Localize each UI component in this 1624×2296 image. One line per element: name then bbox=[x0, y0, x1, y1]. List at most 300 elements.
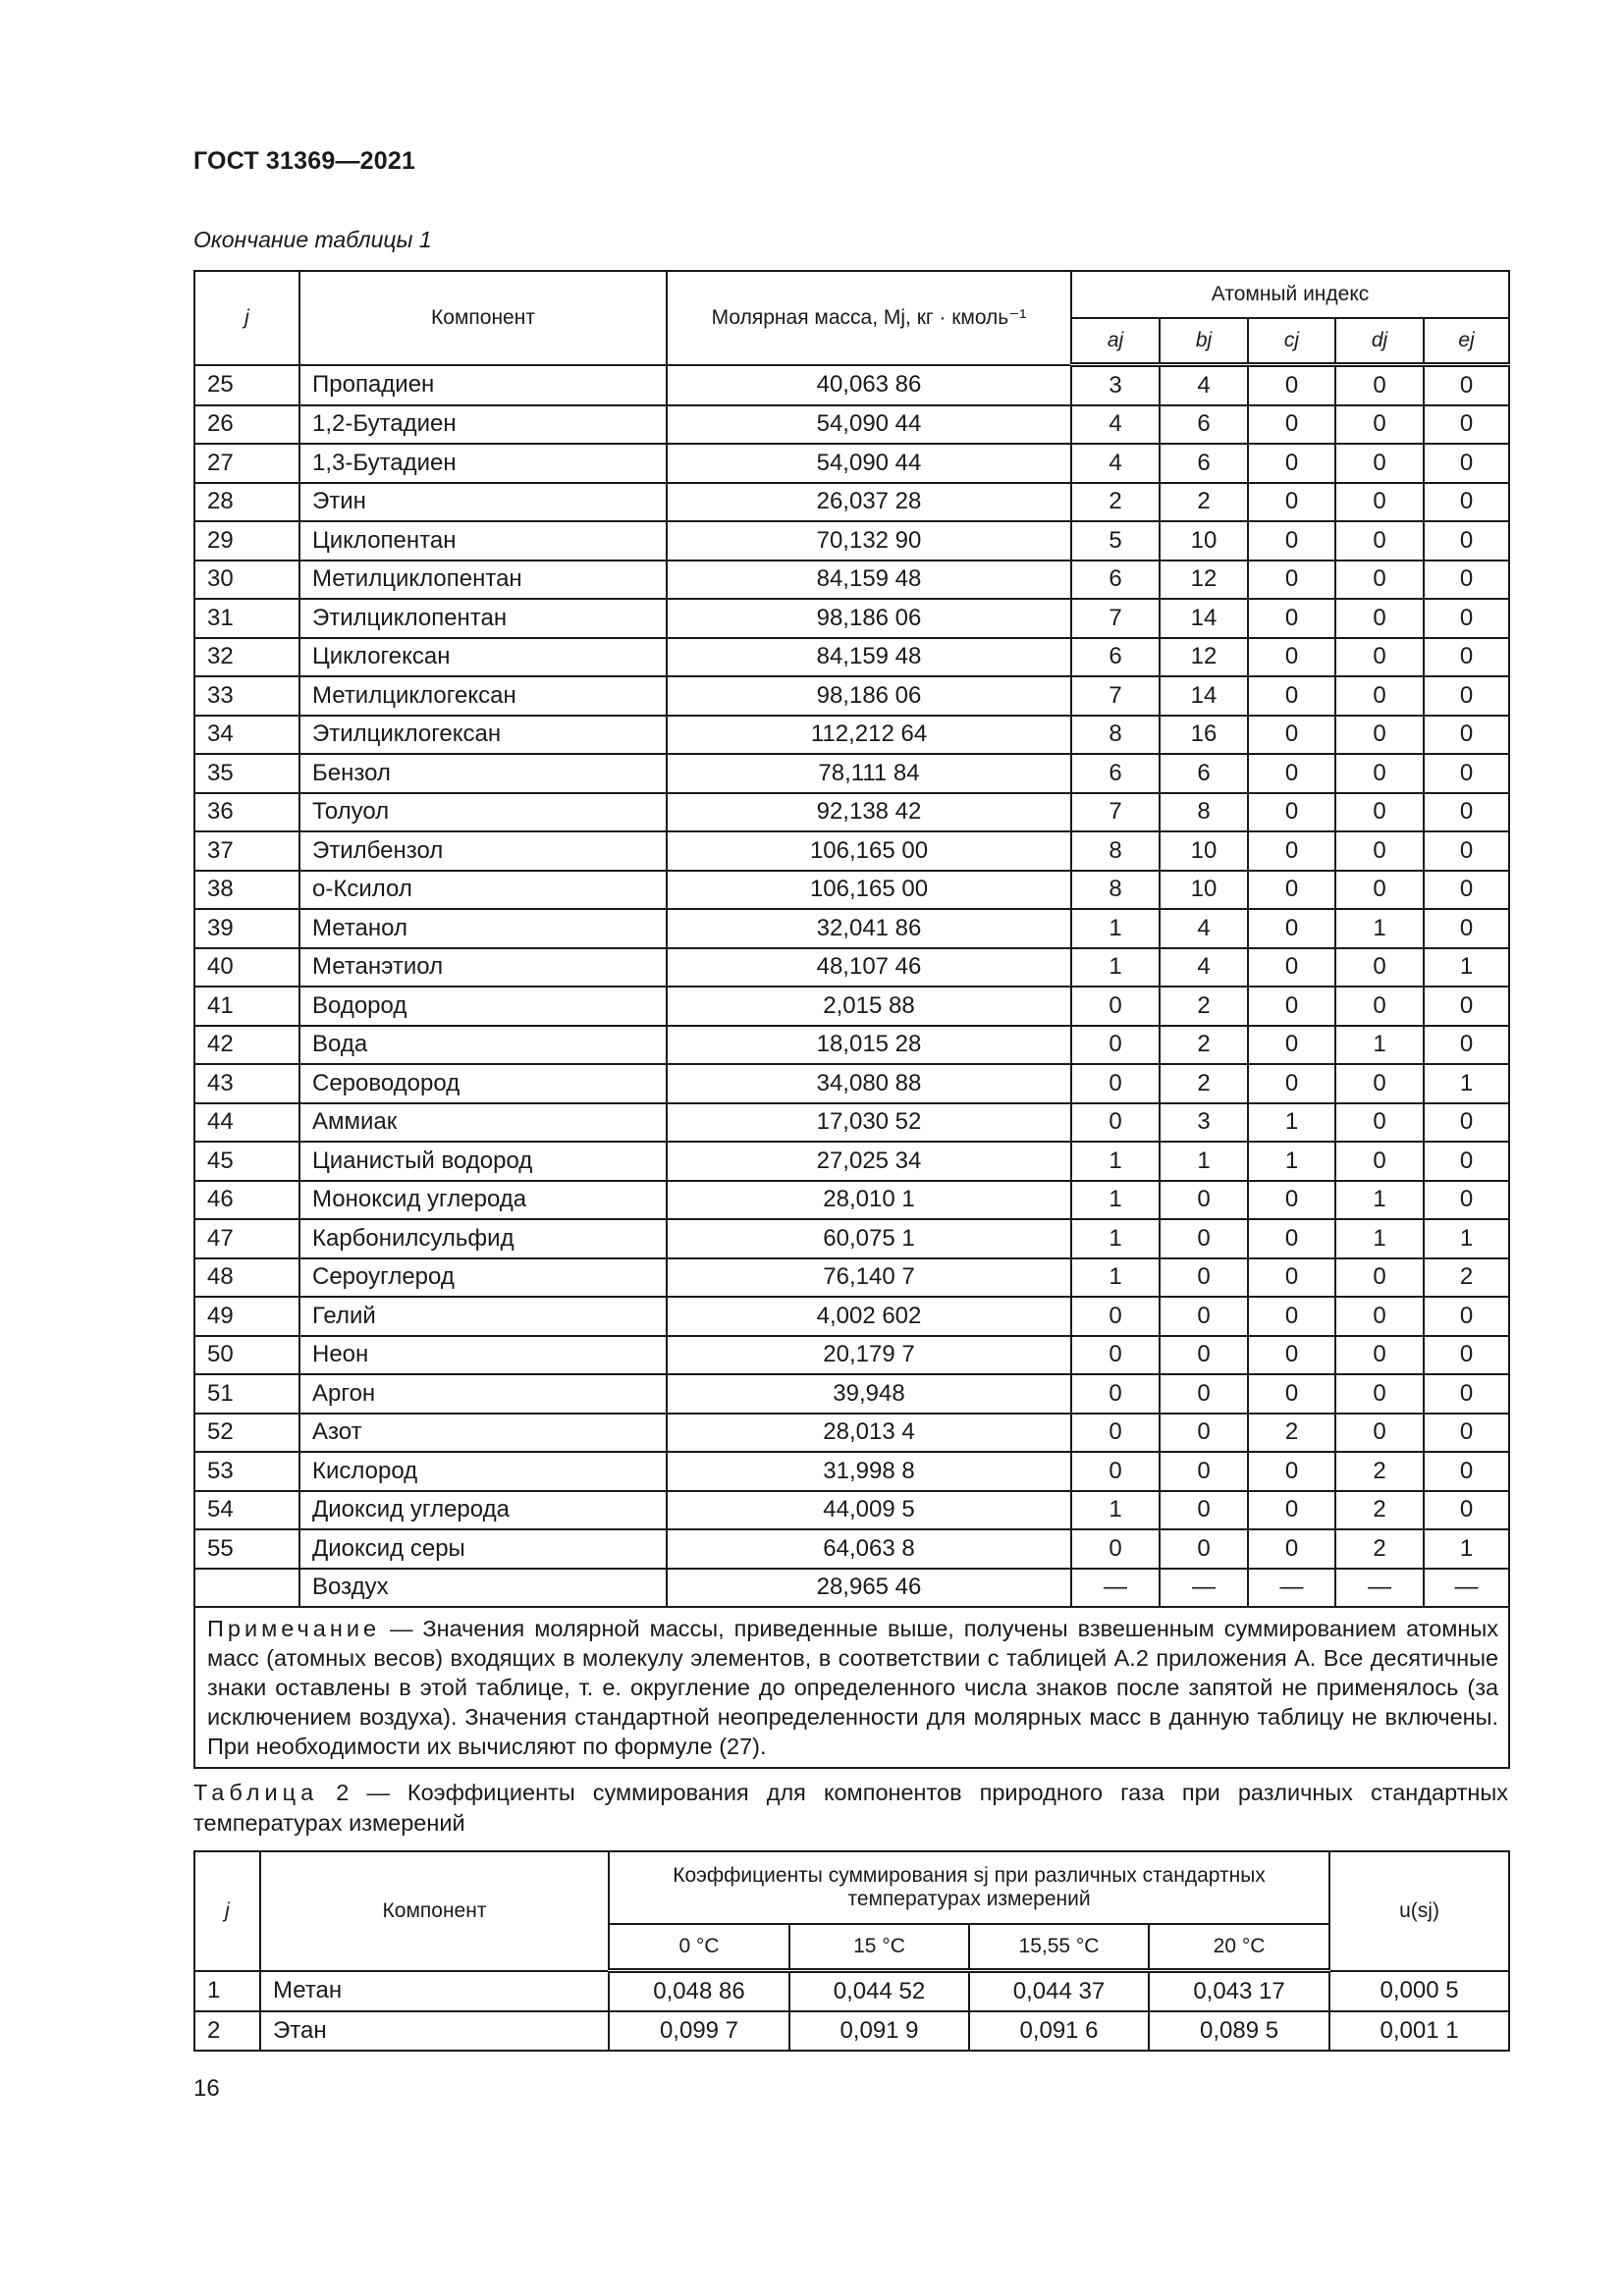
t1-cell: 40,063 86 bbox=[667, 365, 1071, 405]
t2-header-uncertainty: u(sj) bbox=[1329, 1851, 1509, 1971]
t2-cell: Этан bbox=[260, 2011, 609, 2051]
t1-cell: 0 bbox=[1335, 871, 1424, 910]
t1-cell: 1,3-Бутадиен bbox=[299, 444, 667, 483]
t1-cell: 0 bbox=[1160, 1181, 1248, 1220]
t1-cell: 44 bbox=[194, 1103, 299, 1143]
t1-row bbox=[194, 754, 1509, 793]
t1-cell: 40 bbox=[194, 948, 299, 988]
t1-cell: 112,212 64 bbox=[667, 716, 1071, 755]
t1-cell: 7 bbox=[1071, 793, 1160, 832]
t1-cell: 43 bbox=[194, 1064, 299, 1103]
table1 bbox=[193, 270, 1510, 1769]
t1-cell: 0 bbox=[1071, 1064, 1160, 1103]
t1-cell: 50 bbox=[194, 1336, 299, 1375]
t1-row bbox=[194, 1452, 1509, 1491]
t1-cell: 2 bbox=[1160, 1064, 1248, 1103]
t1-cell: 0 bbox=[1424, 1374, 1509, 1414]
t2-header-t1555: 15,55 °C bbox=[969, 1924, 1149, 1971]
t1-row bbox=[194, 871, 1509, 910]
t1-cell: 1 bbox=[1335, 1181, 1424, 1220]
t1-row bbox=[194, 716, 1509, 755]
t2-cell: 0,001 1 bbox=[1329, 2011, 1509, 2051]
t1-cell: 64,063 8 bbox=[667, 1529, 1071, 1569]
t1-cell: 33 bbox=[194, 676, 299, 716]
t1-row bbox=[194, 1103, 1509, 1143]
t1-cell: 2,015 88 bbox=[667, 987, 1071, 1026]
t1-cell: 0 bbox=[1248, 638, 1335, 677]
t1-row bbox=[194, 1336, 1509, 1375]
t1-cell: Цианистый водород bbox=[299, 1142, 667, 1181]
document-code: ГОСТ 31369—2021 bbox=[193, 147, 416, 175]
t1-cell: 0 bbox=[1248, 987, 1335, 1026]
t1-cell: 27,025 34 bbox=[667, 1142, 1071, 1181]
t1-cell: 55 bbox=[194, 1529, 299, 1569]
t1-cell: 0 bbox=[1248, 1452, 1335, 1491]
t1-header-c: cj bbox=[1248, 318, 1335, 365]
t1-cell: Этилциклогексан bbox=[299, 716, 667, 755]
t1-row bbox=[194, 1414, 1509, 1453]
t1-cell: Циклопентан bbox=[299, 521, 667, 561]
t1-cell: 12 bbox=[1160, 561, 1248, 600]
t1-cell: 0 bbox=[1424, 909, 1509, 948]
t2-cell: Метан bbox=[260, 1971, 609, 2012]
t1-row bbox=[194, 909, 1509, 948]
t1-cell: 98,186 06 bbox=[667, 676, 1071, 716]
t1-cell: 0 bbox=[1424, 483, 1509, 522]
t1-cell: 4,002 602 bbox=[667, 1297, 1071, 1336]
t1-cell: 6 bbox=[1071, 561, 1160, 600]
t1-cell: 1 bbox=[1335, 1026, 1424, 1065]
t1-cell: 10 bbox=[1160, 831, 1248, 871]
t1-cell: 1 bbox=[1248, 1103, 1335, 1143]
t1-cell: 1 bbox=[1071, 1491, 1160, 1530]
t1-cell: 29 bbox=[194, 521, 299, 561]
t1-cell: 1 bbox=[1424, 1219, 1509, 1258]
t1-cell: 84,159 48 bbox=[667, 561, 1071, 600]
t2-header-t15: 15 °C bbox=[789, 1924, 969, 1971]
t1-cell: 0 bbox=[1424, 1414, 1509, 1453]
t1-cell: 5 bbox=[1071, 521, 1160, 561]
t1-header-a: aj bbox=[1071, 318, 1160, 365]
t1-header-d: dj bbox=[1335, 318, 1424, 365]
t1-cell: 0 bbox=[1160, 1491, 1248, 1530]
t1-cell: 7 bbox=[1071, 676, 1160, 716]
t1-cell: 54,090 44 bbox=[667, 405, 1071, 445]
t1-cell: 12 bbox=[1160, 638, 1248, 677]
t2-header-j: j bbox=[194, 1851, 260, 1971]
t1-cell: 1,2-Бутадиен bbox=[299, 405, 667, 445]
t1-cell: Этилциклопентан bbox=[299, 599, 667, 638]
t1-cell: Бензол bbox=[299, 754, 667, 793]
t2-body bbox=[194, 1971, 1509, 2052]
t1-cell: 0 bbox=[1248, 365, 1335, 405]
t1-cell: 6 bbox=[1071, 638, 1160, 677]
t1-cell: 32 bbox=[194, 638, 299, 677]
t1-cell: 52 bbox=[194, 1414, 299, 1453]
t1-cell: 44,009 5 bbox=[667, 1491, 1071, 1530]
t1-cell: 39 bbox=[194, 909, 299, 948]
t1-row bbox=[194, 831, 1509, 871]
t1-cell: 0 bbox=[1160, 1452, 1248, 1491]
t1-cell: 20,179 7 bbox=[667, 1336, 1071, 1375]
t1-cell: 0 bbox=[1424, 1336, 1509, 1375]
t1-cell: 8 bbox=[1071, 716, 1160, 755]
t1-cell: 0 bbox=[1424, 1103, 1509, 1143]
t1-cell: о-Ксилол bbox=[299, 871, 667, 910]
t1-cell: 0 bbox=[1160, 1374, 1248, 1414]
t1-cell: Циклогексан bbox=[299, 638, 667, 677]
t1-cell: 37 bbox=[194, 831, 299, 871]
t1-cell: 0 bbox=[1424, 831, 1509, 871]
t1-cell: 84,159 48 bbox=[667, 638, 1071, 677]
t1-cell: 8 bbox=[1071, 831, 1160, 871]
t1-cell: Пропадиен bbox=[299, 365, 667, 405]
t1-cell: Водород bbox=[299, 987, 667, 1026]
t1-row bbox=[194, 638, 1509, 677]
t1-cell: Воздух bbox=[299, 1569, 667, 1608]
t1-cell: 4 bbox=[1160, 948, 1248, 988]
t1-cell: 0 bbox=[1335, 987, 1424, 1026]
t1-cell: 98,186 06 bbox=[667, 599, 1071, 638]
t1-cell: 0 bbox=[1248, 561, 1335, 600]
t1-row bbox=[194, 676, 1509, 716]
t1-cell: 28,013 4 bbox=[667, 1414, 1071, 1453]
t1-cell: Этилбензол bbox=[299, 831, 667, 871]
t1-cell: 0 bbox=[1248, 1336, 1335, 1375]
t1-row bbox=[194, 1374, 1509, 1414]
t1-cell: 0 bbox=[1248, 521, 1335, 561]
t1-row bbox=[194, 1491, 1509, 1530]
t1-cell: 0 bbox=[1424, 1026, 1509, 1065]
t1-cell: 3 bbox=[1071, 365, 1160, 405]
table2-caption-label: Таблица bbox=[193, 1780, 319, 1805]
t1-cell: 2 bbox=[1160, 987, 1248, 1026]
t1-cell: 0 bbox=[1248, 1491, 1335, 1530]
t1-cell: 0 bbox=[1160, 1258, 1248, 1298]
t1-cell: 0 bbox=[1160, 1414, 1248, 1453]
t1-cell: Диоксид углерода bbox=[299, 1491, 667, 1530]
t1-cell: 0 bbox=[1248, 405, 1335, 445]
t1-cell: 0 bbox=[1335, 1258, 1424, 1298]
t1-cell: 0 bbox=[1335, 831, 1424, 871]
t1-row bbox=[194, 1142, 1509, 1181]
t1-cell: Сероводород bbox=[299, 1064, 667, 1103]
t1-cell: 1 bbox=[1071, 1181, 1160, 1220]
t2-header-t20: 20 °C bbox=[1149, 1924, 1329, 1971]
t1-cell: 16 bbox=[1160, 716, 1248, 755]
t1-cell: 2 bbox=[1071, 483, 1160, 522]
t1-cell: 0 bbox=[1248, 1297, 1335, 1336]
t1-cell: 10 bbox=[1160, 871, 1248, 910]
t1-row bbox=[194, 444, 1509, 483]
t1-cell: 30 bbox=[194, 561, 299, 600]
t1-cell: 1 bbox=[1160, 1142, 1248, 1181]
t1-note-label: Примечание bbox=[207, 1616, 381, 1641]
t1-cell: 0 bbox=[1335, 1374, 1424, 1414]
t1-header-e: ej bbox=[1424, 318, 1509, 365]
t1-row bbox=[194, 599, 1509, 638]
t1-row bbox=[194, 987, 1509, 1026]
t1-cell: 0 bbox=[1071, 1529, 1160, 1569]
t1-cell: 41 bbox=[194, 987, 299, 1026]
t1-row bbox=[194, 1064, 1509, 1103]
t1-cell: 2 bbox=[1335, 1491, 1424, 1530]
t1-cell: 32,041 86 bbox=[667, 909, 1071, 948]
t1-cell: 0 bbox=[1248, 444, 1335, 483]
t1-cell: 92,138 42 bbox=[667, 793, 1071, 832]
t2-cell: 0,091 9 bbox=[789, 2011, 969, 2051]
t1-cell: 0 bbox=[1335, 793, 1424, 832]
t1-cell: 1 bbox=[1071, 909, 1160, 948]
t1-cell: Моноксид углерода bbox=[299, 1181, 667, 1220]
t1-cell: 51 bbox=[194, 1374, 299, 1414]
t1-cell: 14 bbox=[1160, 676, 1248, 716]
t1-cell: 0 bbox=[1424, 561, 1509, 600]
t2-header-t0: 0 °C bbox=[609, 1924, 789, 1971]
t1-cell: Вода bbox=[299, 1026, 667, 1065]
t1-cell: 0 bbox=[1071, 1026, 1160, 1065]
t1-cell: 0 bbox=[1071, 987, 1160, 1026]
t1-cell: 36 bbox=[194, 793, 299, 832]
t1-cell: Метанэтиол bbox=[299, 948, 667, 988]
t1-cell: 2 bbox=[1160, 1026, 1248, 1065]
t1-cell: 1 bbox=[1424, 948, 1509, 988]
t1-cell: 106,165 00 bbox=[667, 871, 1071, 910]
t1-cell: 0 bbox=[1248, 909, 1335, 948]
t1-cell: 1 bbox=[1248, 1142, 1335, 1181]
t1-cell: 8 bbox=[1071, 871, 1160, 910]
t1-cell: 34,080 88 bbox=[667, 1064, 1071, 1103]
t2-row bbox=[194, 2011, 1509, 2051]
t2-cell: 0,044 52 bbox=[789, 1971, 969, 2012]
t1-cell: 0 bbox=[1335, 1064, 1424, 1103]
t1-cell: 106,165 00 bbox=[667, 831, 1071, 871]
t1-cell: — bbox=[1160, 1569, 1248, 1608]
t1-cell: 0 bbox=[1248, 599, 1335, 638]
t1-cell: 0 bbox=[1248, 1181, 1335, 1220]
t1-row bbox=[194, 1026, 1509, 1065]
t1-cell: 70,132 90 bbox=[667, 521, 1071, 561]
t1-note bbox=[194, 1607, 1509, 1768]
t1-cell: Метилциклогексан bbox=[299, 676, 667, 716]
t1-cell: 0 bbox=[1424, 405, 1509, 445]
t2-cell: 0,048 86 bbox=[609, 1971, 789, 2012]
t1-cell: 28,010 1 bbox=[667, 1181, 1071, 1220]
t1-cell: 35 bbox=[194, 754, 299, 793]
t1-header-b: bj bbox=[1160, 318, 1248, 365]
t1-cell: 26 bbox=[194, 405, 299, 445]
t1-cell: Этин bbox=[299, 483, 667, 522]
t1-cell: 0 bbox=[1160, 1297, 1248, 1336]
t1-cell: 1 bbox=[1424, 1529, 1509, 1569]
t1-cell: 4 bbox=[1160, 909, 1248, 948]
t1-cell: 0 bbox=[1335, 716, 1424, 755]
t1-cell: 0 bbox=[1335, 638, 1424, 677]
t1-cell: Гелий bbox=[299, 1297, 667, 1336]
t1-cell: 49 bbox=[194, 1297, 299, 1336]
t1-row bbox=[194, 1529, 1509, 1569]
t1-cell: 53 bbox=[194, 1452, 299, 1491]
t1-cell: 0 bbox=[1248, 483, 1335, 522]
t1-cell: 31 bbox=[194, 599, 299, 638]
t1-cell: 2 bbox=[1424, 1258, 1509, 1298]
t1-cell: 0 bbox=[1248, 793, 1335, 832]
t1-cell: 0 bbox=[1424, 638, 1509, 677]
t1-cell: 0 bbox=[1248, 831, 1335, 871]
t1-cell: 7 bbox=[1071, 599, 1160, 638]
t1-cell: 8 bbox=[1160, 793, 1248, 832]
t1-cell: 31,998 8 bbox=[667, 1452, 1071, 1491]
t1-cell: 4 bbox=[1071, 405, 1160, 445]
t1-cell: 60,075 1 bbox=[667, 1219, 1071, 1258]
t1-cell: — bbox=[1424, 1569, 1509, 1608]
t1-cell: 45 bbox=[194, 1142, 299, 1181]
t1-cell: 28 bbox=[194, 483, 299, 522]
table2 bbox=[193, 1850, 1510, 2052]
t1-row bbox=[194, 1297, 1509, 1336]
t1-cell: 0 bbox=[1335, 1103, 1424, 1143]
t1-cell: 1 bbox=[1071, 1142, 1160, 1181]
t1-cell: 0 bbox=[1424, 599, 1509, 638]
t1-header-molar-mass: Молярная масса, Mj, кг · кмоль⁻¹ bbox=[667, 271, 1071, 365]
t1-cell: 0 bbox=[1335, 483, 1424, 522]
t1-cell: 0 bbox=[1424, 793, 1509, 832]
t1-cell: 0 bbox=[1071, 1452, 1160, 1491]
t1-cell: 0 bbox=[1335, 1414, 1424, 1453]
t1-cell: 0 bbox=[1248, 676, 1335, 716]
t1-cell: 6 bbox=[1160, 754, 1248, 793]
t1-cell: 0 bbox=[1424, 444, 1509, 483]
t1-cell: 39,948 bbox=[667, 1374, 1071, 1414]
t1-cell: 0 bbox=[1335, 1336, 1424, 1375]
t1-cell: 0 bbox=[1335, 1142, 1424, 1181]
t1-cell: 0 bbox=[1248, 1258, 1335, 1298]
t1-cell: 0 bbox=[1248, 1026, 1335, 1065]
t1-cell: 0 bbox=[1071, 1374, 1160, 1414]
t1-cell: 0 bbox=[1424, 365, 1509, 405]
t2-cell: 0,000 5 bbox=[1329, 1971, 1509, 2012]
t1-cell: 14 bbox=[1160, 599, 1248, 638]
table1-continuation-caption: Окончание таблицы 1 bbox=[193, 227, 432, 252]
t1-header-j: j bbox=[194, 271, 299, 365]
t1-cell: 2 bbox=[1160, 483, 1248, 522]
t1-cell: 0 bbox=[1335, 754, 1424, 793]
t1-cell: 0 bbox=[1424, 1181, 1509, 1220]
t1-row bbox=[194, 793, 1509, 832]
t2-cell: 0,044 37 bbox=[969, 1971, 1149, 2012]
t1-row bbox=[194, 365, 1509, 405]
t1-cell: Сероуглерод bbox=[299, 1258, 667, 1298]
t1-cell: 0 bbox=[1248, 1374, 1335, 1414]
t1-cell: 0 bbox=[1248, 716, 1335, 755]
t2-header-component: Компонент bbox=[260, 1851, 609, 1971]
t1-cell: 0 bbox=[1424, 871, 1509, 910]
t1-cell: 0 bbox=[1335, 521, 1424, 561]
t1-cell: 18,015 28 bbox=[667, 1026, 1071, 1065]
t1-cell: 26,037 28 bbox=[667, 483, 1071, 522]
t1-cell: 54,090 44 bbox=[667, 444, 1071, 483]
t1-cell: 1 bbox=[1071, 1258, 1160, 1298]
t1-cell: 1 bbox=[1071, 1219, 1160, 1258]
t1-cell: 28,965 46 bbox=[667, 1569, 1071, 1608]
t1-cell: Метанол bbox=[299, 909, 667, 948]
t1-cell: 6 bbox=[1160, 405, 1248, 445]
t1-cell: 0 bbox=[1335, 444, 1424, 483]
t1-cell: 1 bbox=[1071, 948, 1160, 988]
t1-cell: 0 bbox=[1335, 599, 1424, 638]
table2-caption-text: 2 — Коэффициенты суммирования для компонентов природного газа при различных стандартных температурах измерений bbox=[193, 1780, 1508, 1836]
t1-cell: Диоксид серы bbox=[299, 1529, 667, 1569]
t1-cell: 0 bbox=[1160, 1219, 1248, 1258]
t2-row bbox=[194, 1971, 1509, 2012]
t1-cell: 27 bbox=[194, 444, 299, 483]
t1-cell: 0 bbox=[1424, 521, 1509, 561]
t1-cell: Толуол bbox=[299, 793, 667, 832]
t1-cell: Кислород bbox=[299, 1452, 667, 1491]
t1-cell: Азот bbox=[299, 1414, 667, 1453]
t1-cell: 0 bbox=[1160, 1336, 1248, 1375]
t2-cell: 1 bbox=[194, 1971, 260, 2012]
t1-cell: 42 bbox=[194, 1026, 299, 1065]
t1-header-component: Компонент bbox=[299, 271, 667, 365]
t1-cell: 4 bbox=[1071, 444, 1160, 483]
t1-cell: 0 bbox=[1335, 676, 1424, 716]
t1-row bbox=[194, 1258, 1509, 1298]
t2-cell: 2 bbox=[194, 2011, 260, 2051]
t1-row bbox=[194, 483, 1509, 522]
t1-row bbox=[194, 561, 1509, 600]
t1-cell: 76,140 7 bbox=[667, 1258, 1071, 1298]
t1-cell: 1 bbox=[1335, 1219, 1424, 1258]
t1-cell: Карбонилсульфид bbox=[299, 1219, 667, 1258]
t1-row bbox=[194, 405, 1509, 445]
t1-header-atomic-index: Атомный индекс bbox=[1071, 271, 1509, 318]
t1-cell: — bbox=[1071, 1569, 1160, 1608]
t2-cell: 0,091 6 bbox=[969, 2011, 1149, 2051]
table2-caption bbox=[193, 1778, 1508, 1839]
t1-cell: 46 bbox=[194, 1181, 299, 1220]
t1-cell: 0 bbox=[1248, 1064, 1335, 1103]
t1-cell: 0 bbox=[1335, 1297, 1424, 1336]
t1-cell: 54 bbox=[194, 1491, 299, 1530]
t2-cell: 0,043 17 bbox=[1149, 1971, 1329, 2012]
t1-row bbox=[194, 948, 1509, 988]
t1-cell: 2 bbox=[1335, 1529, 1424, 1569]
t1-cell: Аммиак bbox=[299, 1103, 667, 1143]
t1-cell: 0 bbox=[1071, 1336, 1160, 1375]
t1-row bbox=[194, 1181, 1509, 1220]
t1-cell: 0 bbox=[1248, 948, 1335, 988]
t1-cell: 0 bbox=[1424, 1491, 1509, 1530]
t2-cell: 0,089 5 bbox=[1149, 2011, 1329, 2051]
t1-cell: — bbox=[1335, 1569, 1424, 1608]
t2-cell: 0,099 7 bbox=[609, 2011, 789, 2051]
t1-cell: 34 bbox=[194, 716, 299, 755]
t1-cell: 0 bbox=[1424, 987, 1509, 1026]
t1-cell: 6 bbox=[1160, 444, 1248, 483]
t1-cell: 4 bbox=[1160, 365, 1248, 405]
t1-cell: 0 bbox=[1071, 1297, 1160, 1336]
t1-cell: 6 bbox=[1071, 754, 1160, 793]
t1-cell: 2 bbox=[1335, 1452, 1424, 1491]
t1-row bbox=[194, 521, 1509, 561]
t1-body bbox=[194, 365, 1509, 1608]
t1-row bbox=[194, 1569, 1509, 1608]
t1-cell: 2 bbox=[1248, 1414, 1335, 1453]
t1-cell: 0 bbox=[1424, 1142, 1509, 1181]
t1-cell: 1 bbox=[1335, 909, 1424, 948]
t1-note-text: — Значения молярной массы, приведенные выше, получены взвешенным суммированием атомных масс (атомных весов) входящих в молекулу элементов, в соответствии с таблицей А.2 приложения А. Все десятичные знаки оставлены в этой таблице, т. е. округление до определенного числа знаков после запятой не применялось (за исключением воздуха). Значения стандартной неопределенности для молярных масс в данную таблицу не включены. При необходимости их вычисляют по формуле (27). bbox=[207, 1616, 1499, 1759]
